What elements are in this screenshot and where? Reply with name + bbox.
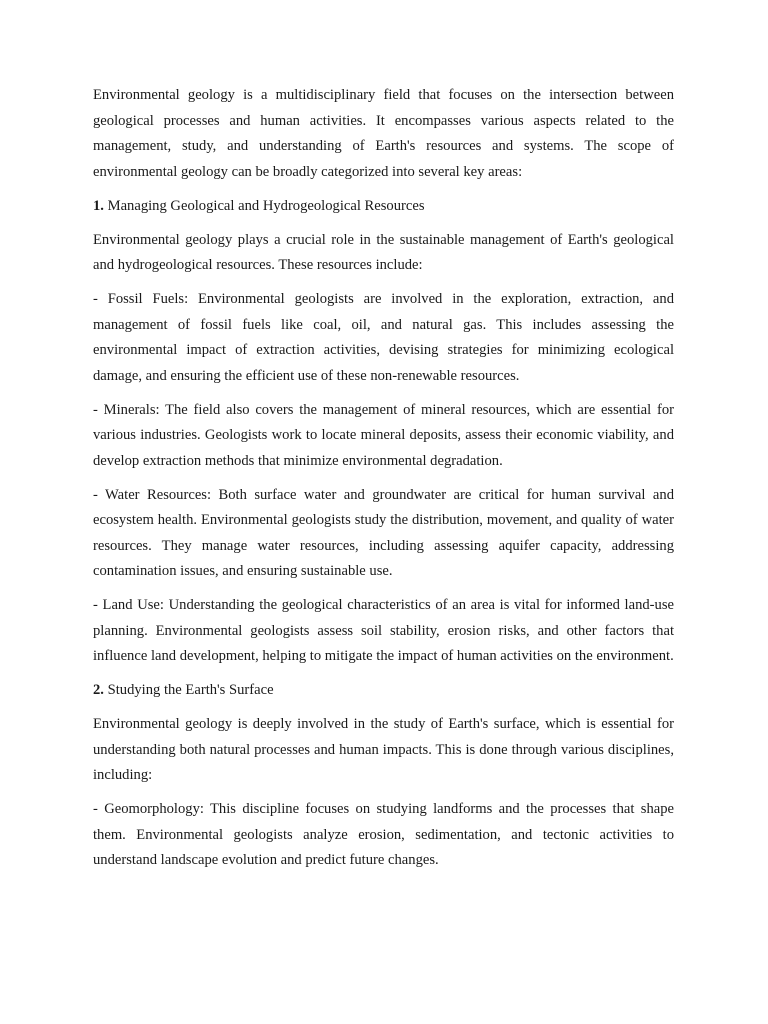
water-resources-paragraph: - Water Resources: Both surface water and groundwater are critical for human survival and ecosystem health. Environmental geologists study the distribution, movement, and quality of water resources. They manage water resources, including assessing aquifer capacity, addressing contamination issues, and ensuring sustainable use. xyxy=(93,486,674,579)
section-1-number: 1. xyxy=(93,197,104,214)
minerals-paragraph: - Minerals: The field also covers the management of mineral resources, which are essential for various industries. Geologists work to locate mineral deposits, assess their economic viability, and develop extraction methods that minimize environmental degradation. xyxy=(93,401,674,469)
section-1-title: Managing Geological and Hydrogeological Resources xyxy=(103,197,425,214)
intro-paragraph: Environmental geology is a multidisciplinary field that focuses on the intersection between geological processes and human activities. It encompasses various aspects related to the management, study, and understanding of Earth's resources and systems. The scope of environmental geology can be broadly categorized into several key areas: xyxy=(93,87,674,180)
document-page xyxy=(93,83,674,882)
section-2-title: Studying the Earth's Surface xyxy=(103,682,274,698)
geomorphology-paragraph: - Geomorphology: This discipline focuses on studying landforms and the processes that shape them. Environmental geologists analyze erosion, sedimentation, and tectonic activities to understand landscape evolution and predict future changes. xyxy=(93,801,674,868)
section-2-number: 2. xyxy=(93,682,104,698)
section-2-heading xyxy=(93,678,674,704)
section-1-heading xyxy=(93,194,674,220)
section-1-intro: Environmental geology plays a crucial role in the sustainable management of Earth's geological and hydrogeological resources. These resources include: xyxy=(93,231,674,273)
land-use-paragraph: - Land Use: Understanding the geological characteristics of an area is vital for informed land-use planning. Environmental geologists assess soil stability, erosion risks, and other factors that influence land development, helping to mitigate the impact of human activities on the environment. xyxy=(93,597,674,664)
fossil-fuels-paragraph: - Fossil Fuels: Environmental geologists are involved in the exploration, extraction, and management of fossil fuels like coal, oil, and natural gas. This includes assessing the environmental impact of extraction activities, devising strategies for minimizing ecological damage, and ensuring the efficient use of these non-renewable resources. xyxy=(93,291,674,384)
section-2-intro: Environmental geology is deeply involved in the study of Earth's surface, which is essential for understanding both natural processes and human impacts. This is done through various disciplines, including: xyxy=(93,716,674,783)
